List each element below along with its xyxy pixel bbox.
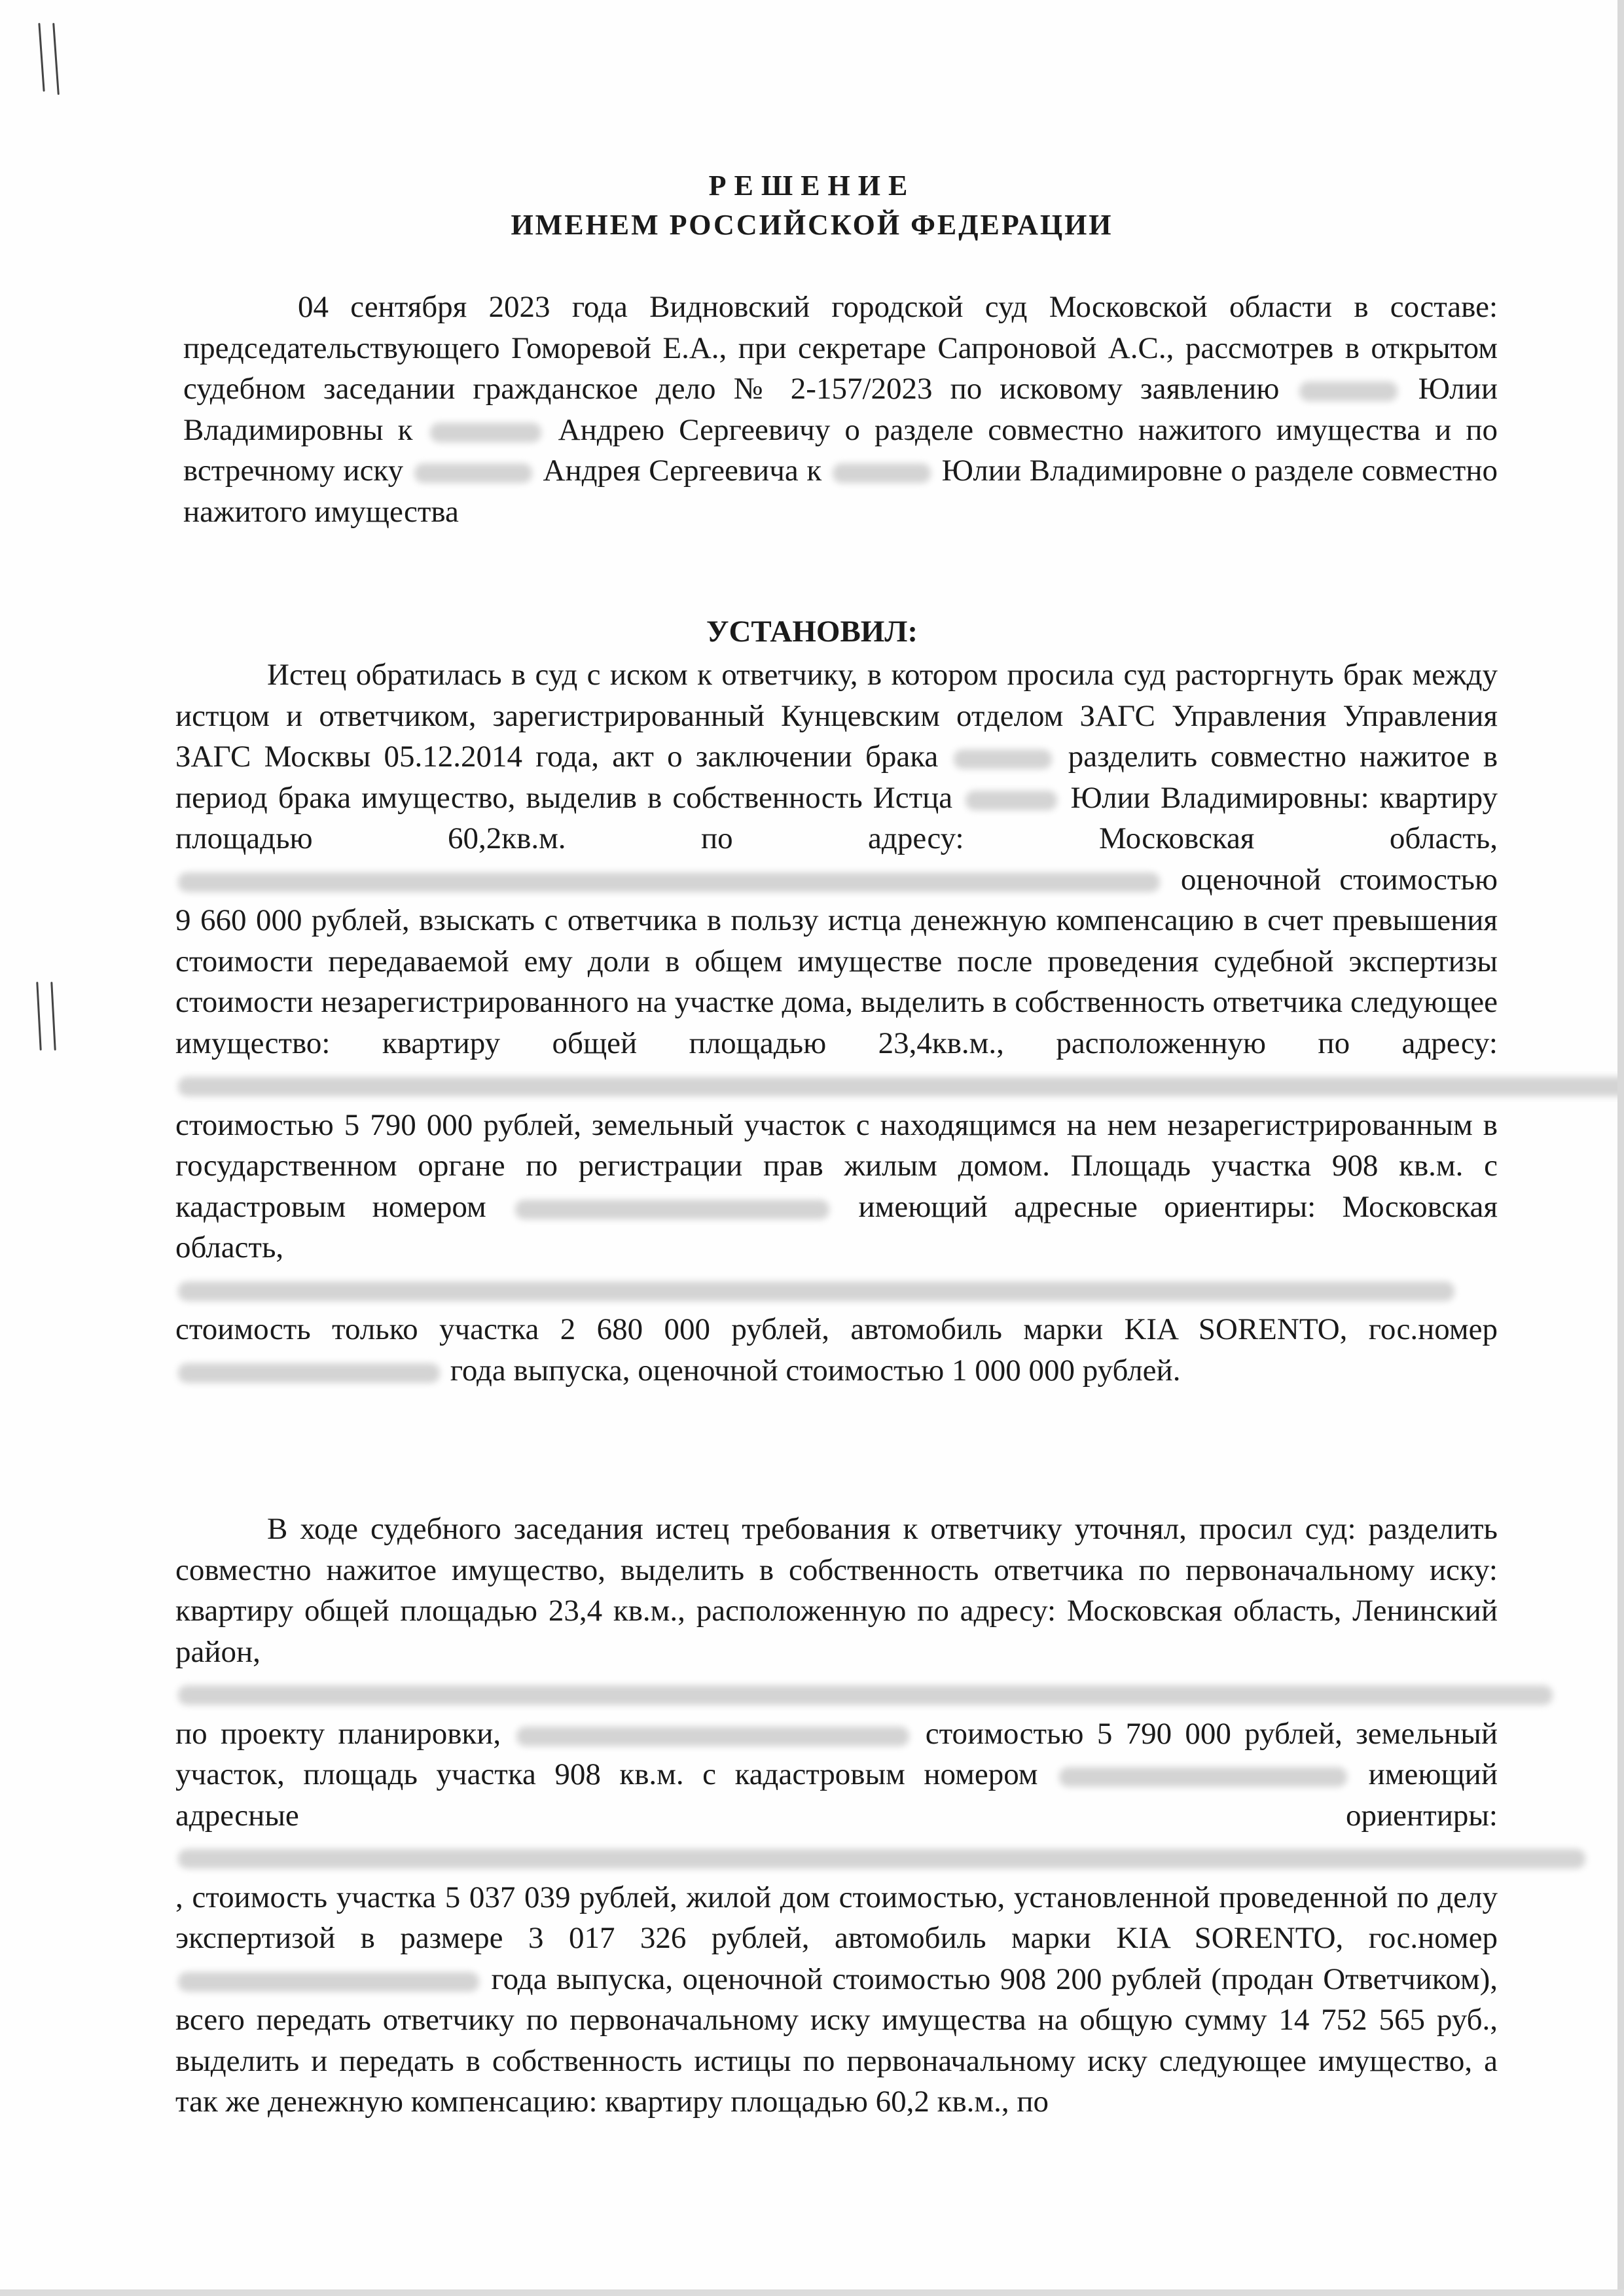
court-text: года выпуска, оценочной стоимостью 908 200 рублей (продан Ответчиком), всего передать ответчику по первоначальному иску имущества на общую сумму 14 752 565 руб., выделить и передать в собственность истицы по первоначальному иску следующее имущество, а так же денежную компенсацию: квартиру площадью 60,2 кв.м., по [175, 1962, 1498, 2119]
redacted-name [965, 791, 1057, 810]
intro-text: Юлии Владимировны к [183, 372, 1498, 447]
claim-text: имеющий адресные ориентиры: Московская область, [175, 1189, 1498, 1265]
scan-edge [0, 2289, 1624, 2296]
document-subtitle: ИМЕНЕМ РОССИЙСКОЙ ФЕДЕРАЦИИ [511, 209, 1113, 241]
claim-text: стоимостью 5 790 000 рублей, земельный участок с находящимся на нем незарегистрированным в государственном органе по регистрации прав жилым домом. Площадь участка 908 кв.м. с кадастровым номером [175, 1107, 1498, 1224]
redacted-plate [178, 1363, 440, 1383]
claim-text: стоимость только участка 2 680 000 рублей, автомобиль марки KIA SORENTO, гос.номер [175, 1312, 1498, 1346]
court-text: В ходе судебного заседания истец требования к ответчику уточнял, просил суд: разделить совместно нажитое имущество, выделить в собственность ответчика по первоначальному иску: квартиру общей площадью 23,4 кв.м., расположенную по адресу: Московская область, Ленинский район, [175, 1512, 1498, 1669]
redacted-address [178, 1685, 1553, 1705]
redacted-name [1299, 382, 1398, 401]
redacted-cadastral-number [515, 1200, 829, 1219]
claim-text: года выпуска, оценочной стоимостью 1 000 000 рублей. [450, 1353, 1181, 1388]
redacted-address [178, 1282, 1454, 1301]
court-text: имеющий адресные ориентиры: [175, 1757, 1498, 1833]
pen-mark [36, 982, 41, 1050]
scan-edge [1617, 0, 1624, 2296]
redacted-name [833, 463, 931, 483]
redacted-address [178, 1849, 1585, 1869]
court-text: , стоимость участка 5 037 039 рублей, жилой дом стоимостью, установленной проведенной по делу экспертизой в размере 3 017 326 рублей, автомобиль марки KIA SORENTO, гос.номер [175, 1880, 1498, 1955]
claim-text: разделить совместно нажитое в период брака имущество, выделив в собственность Истца [175, 740, 1498, 815]
court-text: по проекту планировки, [175, 1716, 501, 1751]
intro-text: Андрея Сергеевича к [543, 454, 822, 488]
section-heading: УСТАНОВИЛ: [706, 615, 918, 649]
redacted-name [430, 423, 541, 442]
pen-mark [52, 23, 60, 95]
claim-paragraph [175, 655, 1498, 1391]
document-title: РЕШЕНИЕ [708, 170, 916, 202]
pen-mark [38, 23, 45, 92]
claim-text: Юлии Владимировны: квартиру площадью 60,2кв.м. по адресу: Московская область, [175, 780, 1498, 855]
intro-text: Юлии Владимировне о разделе совместно нажитого имущества [183, 454, 1498, 529]
intro-paragraph [183, 287, 1498, 532]
intro-text: Андрею Сергеевичу о разделе совместно нажитого имущества и по встречному иску [183, 412, 1498, 488]
redacted-name [414, 463, 532, 483]
redacted-address [516, 1727, 909, 1746]
claim-text: Истец обратилась в суд с иском к ответчику, в котором просила суд расторгнуть брак между истцом и ответчиком, зарегистрированный Кунцевским отделом ЗАГС Управления Управления ЗАГС Москвы 05.12.2014 года, акт о заключении брака [175, 658, 1498, 774]
court-paragraph [175, 1509, 1498, 2123]
redacted-address [178, 872, 1160, 892]
redacted-plate [178, 1972, 479, 1992]
redacted-cadastral-number [1059, 1767, 1347, 1787]
redacted-record [954, 749, 1052, 769]
court-text: стоимостью 5 790 000 рублей, земельный участок, площадь участка 908 кв.м. с кадастровым номером [175, 1716, 1498, 1791]
redacted-address [178, 1077, 1624, 1096]
intro-text: 04 сентября 2023 года Видновский городской суд Московской области в составе: председательствующего Гоморевой Е.А., при секретаре Сапроновой А.С., рассмотрев в открытом судебном заседании гражданское дело № 2-157/2023 по исковому заявлению [183, 290, 1498, 406]
pen-mark [50, 982, 56, 1050]
claim-text: оценочной стоимостью 9 660 000 рублей, взыскать с ответчика в пользу истца денежную компенсацию в счет превышения стоимости передаваемой ему доли в общем имуществе после проведения судебной экспертизы стоимости незарегистрированного на участке дома, выделить в собственность ответчика следующее имущество: квартиру общей площадью 23,4кв.м., расположенную по адресу: [175, 862, 1498, 1060]
